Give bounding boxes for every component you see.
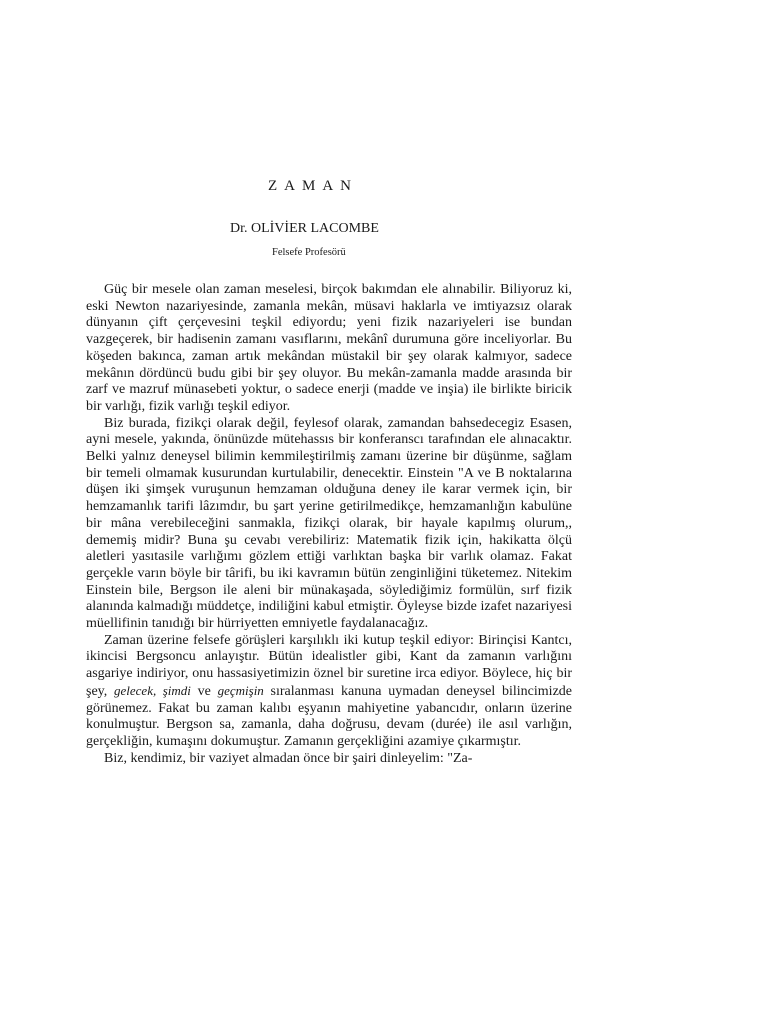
author-name: Dr. OLİVİER LACOMBE (230, 221, 379, 236)
article-title: ZAMAN (268, 178, 358, 194)
paragraph-4: Biz, kendimiz, bir vaziyet almadan önce bir şairi dinleyelim: "Za- (104, 750, 473, 766)
paragraph-3-text-end: sıralanması kanuna uymadan deneysel bilincimizde görünemez. Fakat bu zaman kalıbı eşyanın mahiyetine yabancıdır, onların üzerine konulmuştur. Bergson sa, zamanla, daha doğrusu, devam (durée) ile asıl varlığın, gerçekliğin, kumaşını dokumuştur. Zamanın gerçekliğini azamiye çıkarmıştır. (86, 683, 572, 749)
paragraph-3 (86, 633, 572, 751)
article-body (86, 282, 572, 767)
term-gecmisin: geçmişin (217, 682, 264, 698)
author-role: Felsefe Profesörü (272, 247, 346, 258)
paragraph-3-text-start: Zaman üzerine felsefe görüşleri karşılıklı iki kutup teşkil ediyor: Birinçisi Kantcı, ikincisi Bergsoncu anlayıştır. Bütün idealistler gibi, Kant da zamanın varlığını asgariye indiriyor, onu hassasiyetimizin öznel bir suretine irca ediyor. Böylece, hiç bir şey, (86, 632, 572, 699)
paragraph-3-conjunction: ve (190, 683, 218, 699)
paragraph-1: Güç bir mesele olan zaman meselesi, birçok bakımdan ele alınabilir. Biliyoruz ki, eski Newton nazariyesinde, zamanla mekân, müsavi haklarla ve imtiyazsız olarak dünyanın çift çerçevesini teşkil ediyordu; yeni fizik nazariyeleri ise bundan vazgeçerek, bir hadisenin zamanı vasıflarını, mekânî durumuna göre inceliyorlar. Bu köşeden bakınca, zaman artık mekândan müstakil bir şey olarak kalmıyor, sadece mekânın dördüncü budu gibi bir şey oluyor. Bu mekân-zamanla madde arasında bir zarf ve mazruf münasebeti yoktur, o sadece enerji (madde ve inşia) ile birlikte biricik bir varlığı, fizik varlığı teşkil ediyor. (86, 282, 572, 414)
paragraph-2: Biz burada, fizikçi olarak değil, feylesof olarak, zamandan bahsedecegiz Esasen, ayni mesele, yakında, önünüzde mütehassıs bir konferanscı tarafından ele alınacaktır. Belki yalnız deneysel bilimin kemmileştirilmiş zamanı üzerine bir düşünme, sağlam bir temeli olmamak kusurundan kurtulabilir, denecektir. Einstein "A ve B noktalarına düşen iki şimşek vuruşunun hemzaman olduğuna deney ile karar vermek için, bir hemzamanlık tarifi lâzımdır, bu şart yerine getirilmedikçe, hemzamanlığın kabulüne bir mâna verebileceğini sanmakla, fizikçi olarak, bir hayale kapılmış olurum,, dememiş midir? Buna şu cevabı verebiliriz: Matematik fizik için, hakikatta ölçü aletleri yasıtasile varlığımı gözlem ettiği varlıktan başka bir varlık olamaz. Fakat gerçekle varın böyle bir târifi, bu iki kavramın bütün zenginliğini tüketemez. Nitekim Einstein bile, Bergson ile aleni bir münakaşada, söylediğimiz formülün, sırf fizik alanında kalmadığı müddetçe, indiliğini kabul etmiştir. Öyleyse bizde izafet nazariyesi müellifinin tanıdığı bir hürriyetten emniyetle faydalanacağız. (86, 415, 572, 632)
term-gelecek-simdi: gelecek, şimdi (114, 682, 191, 698)
